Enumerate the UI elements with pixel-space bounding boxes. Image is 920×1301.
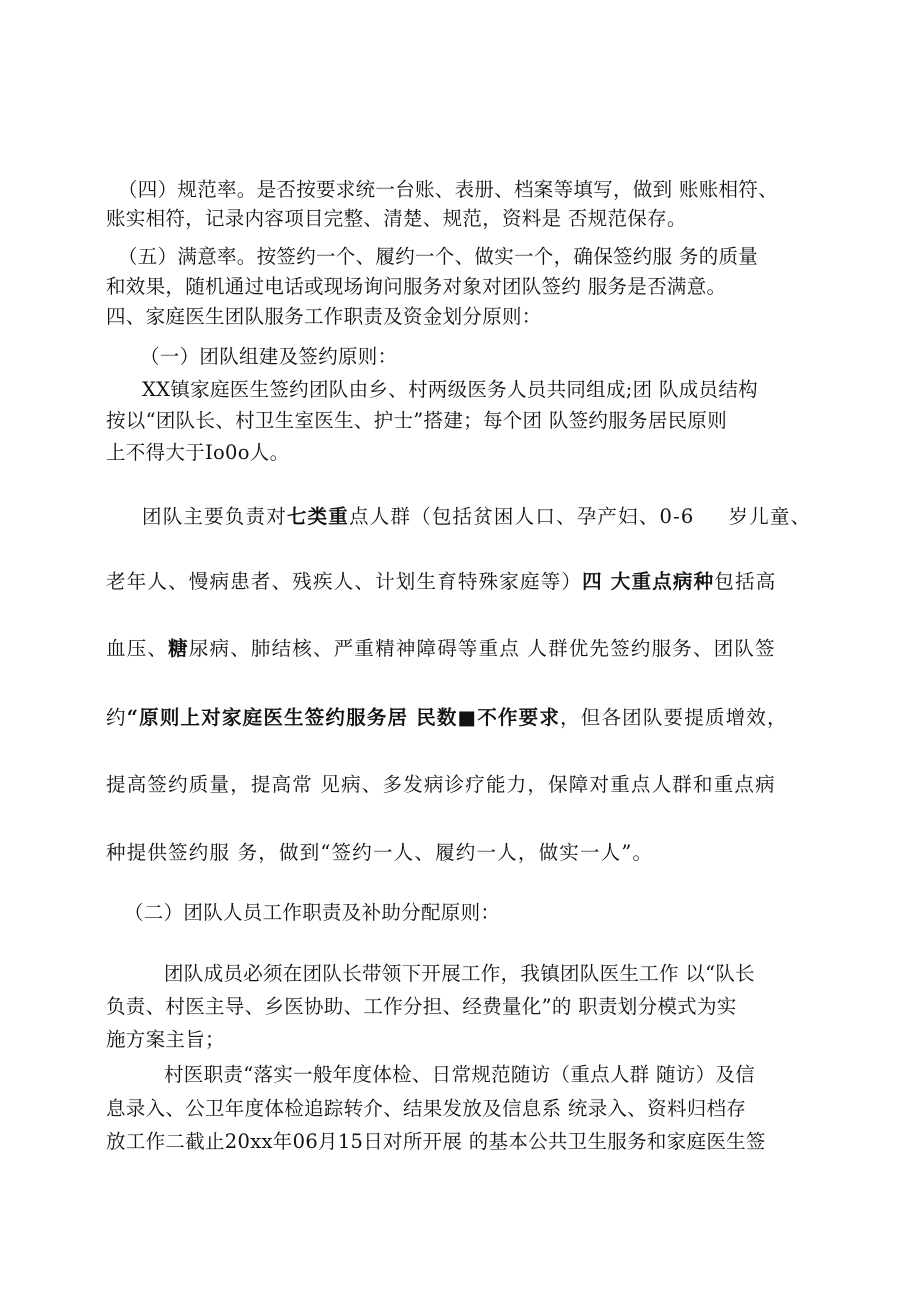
- section-4-line-1: （四）规范率。是否按要求统一台账、表册、档案等填写，做到 账账相符、: [118, 178, 778, 201]
- heading-section-4: 四、家庭医生团队服务工作职责及资金划分原则：: [106, 305, 542, 328]
- subheading-team-formation: （一）团队组建及签约原则：: [140, 345, 398, 368]
- para-2-line-2-a: 老年人、慢病患者、残疾人、计划生育特殊家庭等）: [106, 570, 583, 593]
- para-4-line-2: 息录入、公卫年度体检追踪转介、结果发放及信息系 统录入、资料归档存: [106, 1097, 747, 1120]
- para-2-line-4: [106, 705, 788, 731]
- para-2-line-4-bold: “原则上对家庭医生签约服务居 民数■不作要求: [126, 706, 561, 729]
- para-2-line-1-bold: 七类重: [286, 505, 350, 528]
- para-2-line-3-c: 尿病、肺结核、严重精神障碍等重点 人群优先签约服务、团队签: [188, 637, 776, 660]
- para-1-line-1: XX镇家庭医生签约团队由乡、村两级医务人员共同组成;团 队成员结构: [142, 378, 758, 401]
- para-3-line-2: 负责、村医主导、乡医协助、工作分担、经费量化”的 职责划分模式为实: [106, 995, 737, 1018]
- para-2-line-3: [106, 636, 776, 662]
- para-2-line-2-c: 包括高: [714, 570, 777, 593]
- section-5-line-2: 和效果，随机通过电话或现场询问服务对象对团队签约 服务是否满意。: [106, 275, 727, 298]
- para-2-line-5: 提高签约质量，提高常 见病、多发病诊疗能力，保障对重点人群和重点病: [106, 773, 776, 796]
- para-2-line-2-bold: 四 大重点病种: [582, 570, 715, 593]
- para-4-line-3: 放工作二截止20xx年06月15日对所开展 的基本公共卫生服务和家庭医生签: [106, 1130, 766, 1153]
- para-2-line-3-a: 血压、: [106, 637, 169, 660]
- para-2-line-4-c: ，但各团队要提质增效，: [560, 706, 788, 729]
- para-2-line-6: 种提供签约服 务，做到“签约一人、履约一人，做实一人”。: [106, 841, 654, 864]
- subheading-staff-duties: （二）团队人员工作职责及补助分配原则：: [124, 901, 501, 924]
- para-2-line-1-c: 点人群（包括贫困人口、孕产妇、0-6: [349, 505, 695, 528]
- para-2-line-4-a: 约: [106, 706, 127, 729]
- para-2-line-1-a: 团队主要负责对: [142, 505, 287, 528]
- para-1-line-2: 按以“团队长、村卫生室医生、护士”搭建；每个团 队签约服务居民原则: [106, 409, 728, 432]
- para-4-line-1: 村医职责“落实一般年度体检、日常规范随访（重点人群 随访）及信: [164, 1063, 755, 1086]
- para-2-line-1-d: 岁儿童、: [728, 505, 812, 528]
- para-2-line-2: [106, 569, 776, 595]
- section-5-line-1: （五）满意率。按签约一个、履约一个、做实一个，确保签约服 务的质量: [118, 245, 759, 268]
- para-1-line-3: 上不得大于Io0o人。: [106, 441, 290, 464]
- section-4-line-2: 账实相符，记录内容项目完整、清楚、规范，资料是 否规范保存。: [106, 207, 687, 230]
- para-3-line-1: 团队成员必须在团队长带领下开展工作，我镇团队医生工作 以“队长: [164, 962, 755, 985]
- para-2-line-3-bold: 糖: [168, 637, 189, 660]
- para-3-line-3: 施方案主旨；: [106, 1028, 225, 1051]
- para-2-line-1: [142, 504, 811, 530]
